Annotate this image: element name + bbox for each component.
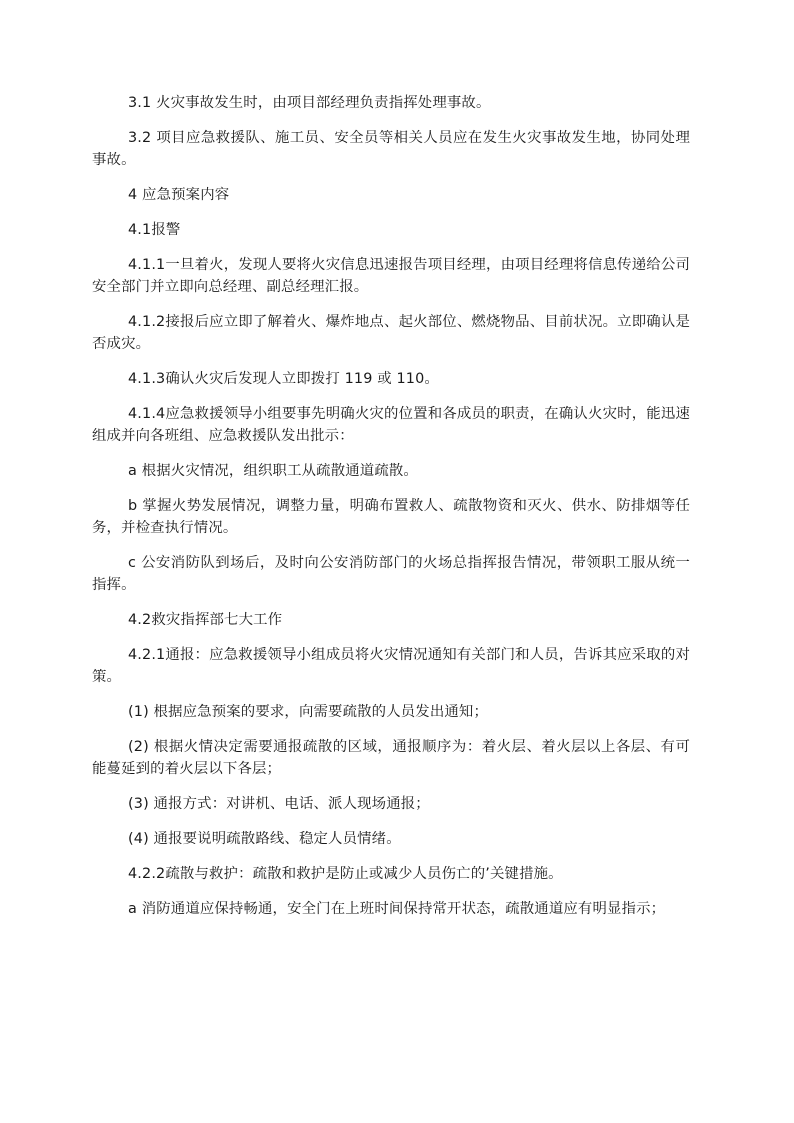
document-body: [92, 92, 690, 933]
section-heading-4-2: 4.2救灾指挥部七大工作: [128, 612, 283, 628]
paragraph-4-2-2: 4.2.2疏散与救护：疏散和救护是防止或减少人员伤亡的’关键措施。: [128, 866, 563, 882]
list-item-1: (1) 根据应急预案的要求，向需要疏散的人员发出通知；: [128, 704, 488, 720]
list-item-b: b 掌握火势发展情况，调整力量，明确布置救人、疏散物资和灭火、供水、防排烟等任务，并检查执行情况。: [92, 498, 690, 536]
paragraph-4-1-1: 4.1.1一旦着火，发现人要将火灾信息迅速报告项目经理，由项目经理将信息传递给公司安全部门并立即向总经理、副总经理汇报。: [92, 257, 690, 295]
list-item-a-evacuation: a 消防通道应保持畅通，安全门在上班时间保持常开状态，疏散通道应有明显指示；: [128, 901, 666, 917]
section-heading-4: 4 应急预案内容: [128, 187, 230, 203]
paragraph-3-2: 3.2 项目应急救援队、施工员、安全员等相关人员应在发生火灾事故发生地，协同处理事故。: [92, 130, 690, 168]
paragraph-4-1-2: 4.1.2接报后应立即了解着火、爆炸地点、起火部位、燃烧物品、目前状况。立即确认是否成灾。: [92, 314, 690, 352]
list-item-4: (4) 通报要说明疏散路线、稳定人员情绪。: [128, 831, 401, 847]
paragraph-4-1-4: 4.1.4应急救援领导小组要事先明确火灾的位置和各成员的职责，在确认火灾时，能迅速组成并向各班组、应急救援队发出批示：: [92, 406, 690, 444]
list-item-2: (2) 根据火情决定需要通报疏散的区域，通报顺序为：着火层、着火层以上各层、有可能蔓延到的着火层以下各层；: [92, 739, 690, 777]
list-item-c: c 公安消防队到场后，及时向公安消防部门的火场总指挥报告情况，带领职工服从统一指挥。: [92, 555, 690, 593]
paragraph-3-1: 3.1 火灾事故发生时，由项目部经理负责指挥处理事故。: [128, 95, 491, 111]
list-item-3: (3) 通报方式：对讲机、电话、派人现场通报；: [128, 796, 430, 812]
section-heading-4-1: 4.1报警: [128, 222, 181, 238]
paragraph-4-1-3: 4.1.3确认火灾后发现人立即拨打 119 或 110。: [128, 371, 439, 387]
paragraph-4-2-1: 4.2.1通报：应急救援领导小组成员将火灾情况通知有关部门和人员，告诉其应采取的对策。: [92, 647, 690, 685]
list-item-a: a 根据火灾情况，组织职工从疏散通道疏散。: [128, 463, 418, 479]
